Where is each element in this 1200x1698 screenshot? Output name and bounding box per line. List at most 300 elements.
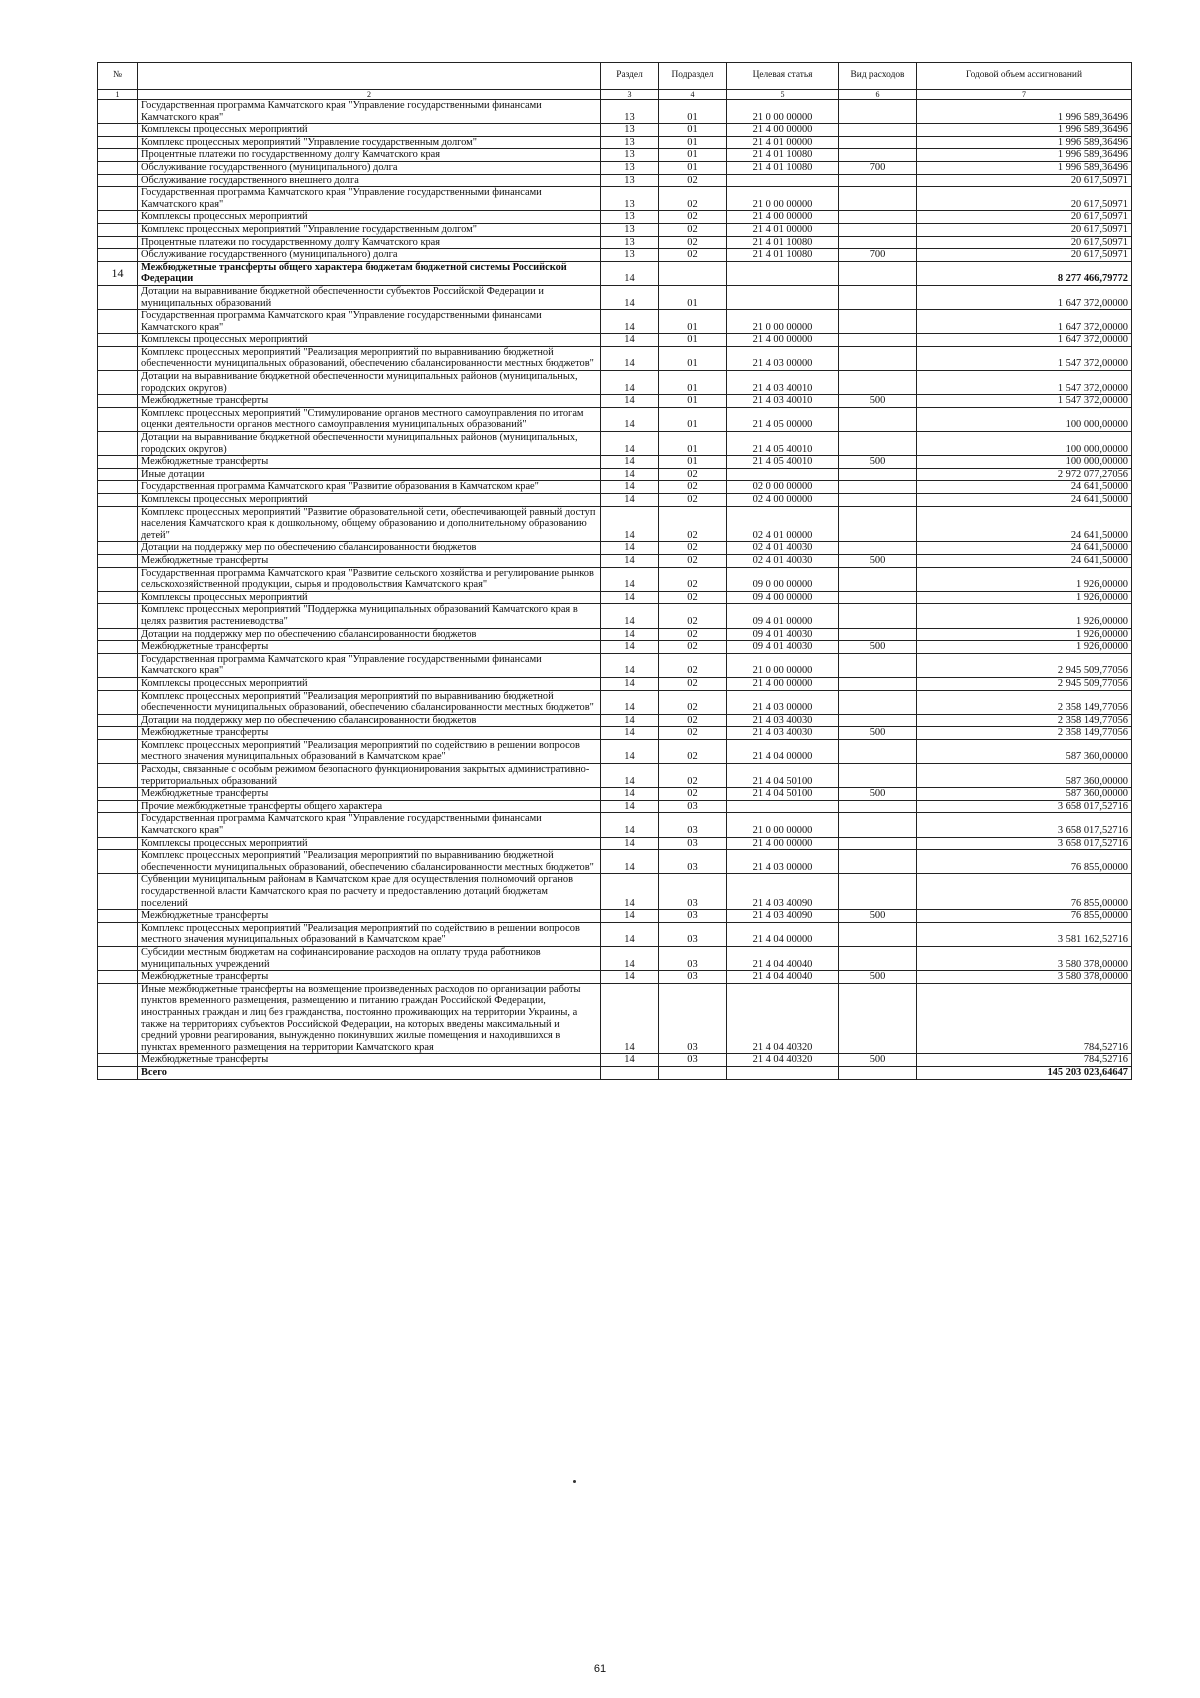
row-number — [98, 628, 138, 641]
table-row — [98, 174, 1132, 187]
row-amount: 20 617,50971 — [917, 187, 1132, 211]
row-amount: 1 547 372,00000 — [917, 346, 1132, 370]
table-row — [98, 874, 1132, 910]
row-subsection: 02 — [659, 174, 727, 187]
row-target-article: 21 4 05 40010 — [727, 432, 839, 456]
row-subsection: 02 — [659, 764, 727, 788]
row-number — [98, 249, 138, 262]
table-row — [98, 432, 1132, 456]
row-amount: 20 617,50971 — [917, 211, 1132, 224]
row-section: 13 — [601, 124, 659, 137]
row-expense-type: 700 — [839, 161, 917, 174]
row-target-article: 21 0 00 00000 — [727, 100, 839, 124]
row-expense-type — [839, 236, 917, 249]
column-number: 5 — [727, 90, 839, 100]
table-row — [98, 739, 1132, 763]
table-row — [98, 161, 1132, 174]
row-expense-type — [839, 310, 917, 334]
row-expense-type — [839, 346, 917, 370]
row-target-article: 21 0 00 00000 — [727, 310, 839, 334]
row-target-article: 09 4 01 40030 — [727, 628, 839, 641]
row-target-article: 21 0 00 00000 — [727, 653, 839, 677]
row-target-article: 21 4 01 10080 — [727, 236, 839, 249]
row-target-article: 09 0 00 00000 — [727, 567, 839, 591]
column-number: 1 — [98, 90, 138, 100]
row-name: Межбюджетные трансферты — [138, 641, 601, 654]
row-amount: 1 996 589,36496 — [917, 149, 1132, 162]
row-target-article: 21 4 01 10080 — [727, 249, 839, 262]
row-subsection: 02 — [659, 187, 727, 211]
row-amount: 1 996 589,36496 — [917, 161, 1132, 174]
row-number — [98, 714, 138, 727]
row-number — [98, 187, 138, 211]
row-amount: 1 647 372,00000 — [917, 334, 1132, 347]
row-amount: 3 658 017,52716 — [917, 800, 1132, 813]
row-section: 13 — [601, 174, 659, 187]
column-number-row — [98, 90, 1132, 100]
table-row — [98, 187, 1132, 211]
row-subsection: 03 — [659, 874, 727, 910]
column-number: 3 — [601, 90, 659, 100]
row-number — [98, 641, 138, 654]
table-row — [98, 136, 1132, 149]
total-empty-cell — [601, 1066, 659, 1079]
column-number: 7 — [917, 90, 1132, 100]
row-section: 13 — [601, 187, 659, 211]
row-section: 14 — [601, 837, 659, 850]
row-name: Государственная программа Камчатского края "Развитие образования в Камчатском крае" — [138, 481, 601, 494]
row-amount: 8 277 466,79772 — [917, 261, 1132, 285]
row-name: Комплекс процессных мероприятий "Управление государственным долгом" — [138, 223, 601, 236]
row-number — [98, 124, 138, 137]
row-subsection: 02 — [659, 641, 727, 654]
row-target-article: 21 4 04 40320 — [727, 1054, 839, 1067]
row-target-article: 21 4 03 00000 — [727, 346, 839, 370]
row-number — [98, 407, 138, 431]
row-amount: 2 358 149,77056 — [917, 727, 1132, 740]
row-name: Обслуживание государственного (муниципального) долга — [138, 249, 601, 262]
row-subsection: 02 — [659, 739, 727, 763]
row-subsection: 01 — [659, 432, 727, 456]
row-target-article: 21 4 04 00000 — [727, 739, 839, 763]
row-target-article: 02 4 00 00000 — [727, 494, 839, 507]
row-target-article: 21 0 00 00000 — [727, 813, 839, 837]
row-section: 14 — [601, 481, 659, 494]
row-expense-type — [839, 690, 917, 714]
row-section: 14 — [601, 800, 659, 813]
row-section: 13 — [601, 236, 659, 249]
header-num: № — [98, 63, 138, 90]
row-amount: 20 617,50971 — [917, 236, 1132, 249]
row-expense-type — [839, 739, 917, 763]
row-number — [98, 837, 138, 850]
row-section: 13 — [601, 249, 659, 262]
row-amount: 100 000,00000 — [917, 407, 1132, 431]
column-number: 6 — [839, 90, 917, 100]
row-expense-type: 700 — [839, 249, 917, 262]
row-subsection: 03 — [659, 800, 727, 813]
row-name: Государственная программа Камчатского края "Управление государственными финансами Камчатского края" — [138, 653, 601, 677]
table-row — [98, 310, 1132, 334]
row-amount: 1 547 372,00000 — [917, 395, 1132, 408]
row-subsection: 03 — [659, 837, 727, 850]
row-number — [98, 604, 138, 628]
table-row — [98, 567, 1132, 591]
row-number: 14 — [98, 261, 138, 285]
row-number — [98, 494, 138, 507]
row-subsection: 01 — [659, 346, 727, 370]
row-name: Комплекс процессных мероприятий "Развитие образовательной сети, обеспечивающей равный доступ населения Камчатского края к дошкольному, общему образованию и дополнительному образованию детей" — [138, 506, 601, 542]
row-target-article — [727, 261, 839, 285]
row-amount: 3 658 017,52716 — [917, 813, 1132, 837]
row-subsection: 01 — [659, 136, 727, 149]
row-target-article: 09 4 00 00000 — [727, 591, 839, 604]
row-name: Комплексы процессных мероприятий — [138, 494, 601, 507]
row-number — [98, 677, 138, 690]
row-target-article: 09 4 01 40030 — [727, 641, 839, 654]
table-row — [98, 285, 1132, 309]
table-row — [98, 837, 1132, 850]
row-amount: 100 000,00000 — [917, 456, 1132, 469]
row-amount: 24 641,50000 — [917, 554, 1132, 567]
row-name: Дотации на поддержку мер по обеспечению сбалансированности бюджетов — [138, 628, 601, 641]
row-name: Межбюджетные трансферты — [138, 456, 601, 469]
row-name: Комплекс процессных мероприятий "Реализация мероприятий по выравниванию бюджетной обеспеченности муниципальных образований, обеспечению сбалансированности местных бюджетов" — [138, 850, 601, 874]
row-number — [98, 788, 138, 801]
row-expense-type — [839, 653, 917, 677]
row-expense-type — [839, 506, 917, 542]
row-amount: 587 360,00000 — [917, 788, 1132, 801]
row-number — [98, 542, 138, 555]
row-subsection: 01 — [659, 407, 727, 431]
row-number — [98, 922, 138, 946]
table-row — [98, 236, 1132, 249]
row-amount: 76 855,00000 — [917, 850, 1132, 874]
row-amount: 1 647 372,00000 — [917, 310, 1132, 334]
row-name: Дотации на выравнивание бюджетной обеспеченности муниципальных районов (муниципальных, городских округов) — [138, 371, 601, 395]
row-expense-type — [839, 211, 917, 224]
row-amount: 100 000,00000 — [917, 432, 1132, 456]
row-expense-type — [839, 494, 917, 507]
table-row — [98, 788, 1132, 801]
row-subsection: 02 — [659, 494, 727, 507]
row-name: Государственная программа Камчатского края "Управление государственными финансами Камчатского края" — [138, 100, 601, 124]
row-amount: 1 996 589,36496 — [917, 124, 1132, 137]
row-section: 14 — [601, 567, 659, 591]
row-subsection: 01 — [659, 149, 727, 162]
row-number — [98, 310, 138, 334]
row-amount: 24 641,50000 — [917, 506, 1132, 542]
row-expense-type: 500 — [839, 1054, 917, 1067]
row-section: 14 — [601, 334, 659, 347]
table-row — [98, 481, 1132, 494]
row-number — [98, 174, 138, 187]
row-subsection — [659, 261, 727, 285]
table-row — [98, 714, 1132, 727]
row-name: Обслуживание государственного (муниципального) долга — [138, 161, 601, 174]
row-name: Прочие межбюджетные трансферты общего характера — [138, 800, 601, 813]
row-number — [98, 727, 138, 740]
row-target-article: 21 4 03 40010 — [727, 395, 839, 408]
table-row — [98, 100, 1132, 124]
row-number — [98, 554, 138, 567]
row-section: 14 — [601, 910, 659, 923]
row-number — [98, 567, 138, 591]
row-target-article: 21 4 01 10080 — [727, 149, 839, 162]
row-name: Комплексы процессных мероприятий — [138, 334, 601, 347]
table-row — [98, 261, 1132, 285]
row-amount: 1 926,00000 — [917, 628, 1132, 641]
row-section: 14 — [601, 554, 659, 567]
row-subsection: 02 — [659, 653, 727, 677]
row-expense-type: 500 — [839, 641, 917, 654]
total-empty-cell — [839, 1066, 917, 1079]
row-name: Межбюджетные трансферты — [138, 554, 601, 567]
row-subsection: 02 — [659, 690, 727, 714]
row-amount: 24 641,50000 — [917, 481, 1132, 494]
row-target-article: 21 4 04 40040 — [727, 946, 839, 970]
row-subsection: 02 — [659, 481, 727, 494]
table-row — [98, 971, 1132, 984]
row-amount: 1 926,00000 — [917, 604, 1132, 628]
row-target-article: 21 0 00 00000 — [727, 187, 839, 211]
row-section: 14 — [601, 850, 659, 874]
row-expense-type — [839, 174, 917, 187]
row-number — [98, 481, 138, 494]
row-name: Дотации на выравнивание бюджетной обеспеченности муниципальных районов (муниципальных, городских округов) — [138, 432, 601, 456]
row-name: Комплекс процессных мероприятий "Реализация мероприятий по содействию в решении вопросов местного значения муниципальных образований в Камчатском крае" — [138, 922, 601, 946]
row-expense-type — [839, 407, 917, 431]
row-target-article: 02 4 01 40030 — [727, 554, 839, 567]
header-name — [138, 63, 601, 90]
row-amount: 3 658 017,52716 — [917, 837, 1132, 850]
row-number — [98, 395, 138, 408]
table-row — [98, 764, 1132, 788]
row-expense-type — [839, 481, 917, 494]
row-name: Процентные платежи по государственному долгу Камчатского края — [138, 236, 601, 249]
row-amount: 587 360,00000 — [917, 764, 1132, 788]
row-amount: 587 360,00000 — [917, 739, 1132, 763]
row-subsection: 01 — [659, 456, 727, 469]
row-number — [98, 100, 138, 124]
row-target-article: 21 4 00 00000 — [727, 334, 839, 347]
row-name: Комплексы процессных мероприятий — [138, 124, 601, 137]
table-row — [98, 946, 1132, 970]
row-subsection: 02 — [659, 677, 727, 690]
row-name: Дотации на поддержку мер по обеспечению сбалансированности бюджетов — [138, 542, 601, 555]
header-expense-type: Вид расходов — [839, 63, 917, 90]
table-row — [98, 249, 1132, 262]
row-subsection: 02 — [659, 223, 727, 236]
row-expense-type — [839, 837, 917, 850]
table-row — [98, 983, 1132, 1054]
row-name: Комплексы процессных мероприятий — [138, 837, 601, 850]
budget-table — [97, 62, 1132, 1080]
row-subsection: 03 — [659, 971, 727, 984]
row-name: Государственная программа Камчатского края "Управление государственными финансами Камчатского края" — [138, 813, 601, 837]
row-subsection: 03 — [659, 946, 727, 970]
row-subsection: 01 — [659, 334, 727, 347]
row-name: Межбюджетные трансферты — [138, 1054, 601, 1067]
row-name: Государственная программа Камчатского края "Управление государственными финансами Камчатского края" — [138, 310, 601, 334]
row-section: 14 — [601, 407, 659, 431]
row-subsection: 02 — [659, 249, 727, 262]
table-body — [98, 100, 1132, 1067]
row-subsection: 01 — [659, 371, 727, 395]
row-target-article: 21 4 03 40090 — [727, 874, 839, 910]
row-number — [98, 468, 138, 481]
row-subsection: 03 — [659, 813, 727, 837]
row-expense-type — [839, 567, 917, 591]
table-row — [98, 395, 1132, 408]
table-row — [98, 690, 1132, 714]
row-target-article: 21 4 04 50100 — [727, 788, 839, 801]
row-section: 14 — [601, 628, 659, 641]
table-row — [98, 506, 1132, 542]
row-expense-type — [839, 542, 917, 555]
row-section: 13 — [601, 100, 659, 124]
row-expense-type — [839, 468, 917, 481]
table-row — [98, 850, 1132, 874]
scan-speck — [573, 1480, 576, 1483]
row-number — [98, 983, 138, 1054]
row-target-article: 21 4 05 40010 — [727, 456, 839, 469]
row-target-article: 02 0 00 00000 — [727, 481, 839, 494]
row-subsection: 02 — [659, 567, 727, 591]
table-row — [98, 910, 1132, 923]
total-row — [98, 1066, 1132, 1079]
row-section: 13 — [601, 223, 659, 236]
row-section: 14 — [601, 494, 659, 507]
row-name: Межбюджетные трансферты — [138, 395, 601, 408]
row-expense-type — [839, 187, 917, 211]
table-row — [98, 677, 1132, 690]
row-name: Комплексы процессных мероприятий — [138, 211, 601, 224]
row-amount: 1 926,00000 — [917, 567, 1132, 591]
header-amount: Годовой объем ассигнований — [917, 63, 1132, 90]
row-section: 14 — [601, 371, 659, 395]
row-section: 14 — [601, 714, 659, 727]
table-row — [98, 813, 1132, 837]
row-subsection: 02 — [659, 788, 727, 801]
row-section: 14 — [601, 395, 659, 408]
row-expense-type — [839, 136, 917, 149]
row-target-article: 21 4 04 40040 — [727, 971, 839, 984]
row-amount: 2 945 509,77056 — [917, 653, 1132, 677]
row-amount: 20 617,50971 — [917, 223, 1132, 236]
table-row — [98, 494, 1132, 507]
table-row — [98, 604, 1132, 628]
row-amount: 1 926,00000 — [917, 641, 1132, 654]
table-row — [98, 554, 1132, 567]
table-row — [98, 334, 1132, 347]
row-number — [98, 971, 138, 984]
row-section: 13 — [601, 161, 659, 174]
row-expense-type — [839, 813, 917, 837]
row-section: 14 — [601, 346, 659, 370]
row-name: Комплекс процессных мероприятий "Реализация мероприятий по выравниванию бюджетной обеспеченности муниципальных образований, обеспечению сбалансированности местных бюджетов" — [138, 346, 601, 370]
row-number — [98, 432, 138, 456]
table-row — [98, 727, 1132, 740]
row-section: 14 — [601, 641, 659, 654]
row-name: Комплекс процессных мероприятий "Поддержка муниципальных образований Камчатского края в целях развития растениеводства" — [138, 604, 601, 628]
row-number — [98, 161, 138, 174]
row-name: Дотации на поддержку мер по обеспечению сбалансированности бюджетов — [138, 714, 601, 727]
row-section: 14 — [601, 310, 659, 334]
row-name: Комплекс процессных мероприятий "Реализация мероприятий по выравниванию бюджетной обеспеченности муниципальных образований, обеспечению сбалансированности местных бюджетов" — [138, 690, 601, 714]
row-number — [98, 223, 138, 236]
row-number — [98, 211, 138, 224]
header-target: Целевая статья — [727, 63, 839, 90]
row-expense-type: 500 — [839, 971, 917, 984]
row-target-article — [727, 800, 839, 813]
table-row — [98, 371, 1132, 395]
table-header-row — [98, 63, 1132, 90]
row-number — [98, 910, 138, 923]
table-row — [98, 149, 1132, 162]
row-number — [98, 334, 138, 347]
row-amount: 1 926,00000 — [917, 591, 1132, 604]
row-target-article: 21 4 03 40030 — [727, 727, 839, 740]
row-amount: 1 647 372,00000 — [917, 285, 1132, 309]
row-expense-type: 500 — [839, 395, 917, 408]
row-expense-type — [839, 334, 917, 347]
row-name: Обслуживание государственного внешнего долга — [138, 174, 601, 187]
row-expense-type — [839, 591, 917, 604]
row-subsection: 01 — [659, 124, 727, 137]
row-target-article: 21 4 03 40030 — [727, 714, 839, 727]
row-subsection: 02 — [659, 554, 727, 567]
row-amount: 24 641,50000 — [917, 494, 1132, 507]
row-number — [98, 850, 138, 874]
row-amount: 784,52716 — [917, 1054, 1132, 1067]
row-name: Государственная программа Камчатского края "Управление государственными финансами Камчатского края" — [138, 187, 601, 211]
row-expense-type — [839, 149, 917, 162]
row-section: 14 — [601, 874, 659, 910]
row-amount: 76 855,00000 — [917, 910, 1132, 923]
row-subsection: 03 — [659, 922, 727, 946]
row-amount: 1 996 589,36496 — [917, 136, 1132, 149]
row-subsection: 02 — [659, 506, 727, 542]
row-number — [98, 1054, 138, 1067]
row-number — [98, 506, 138, 542]
row-name: Межбюджетные трансферты — [138, 788, 601, 801]
row-expense-type — [839, 714, 917, 727]
row-amount: 3 581 162,52716 — [917, 922, 1132, 946]
row-name: Иные дотации — [138, 468, 601, 481]
table-row — [98, 800, 1132, 813]
table-row — [98, 468, 1132, 481]
row-section: 14 — [601, 739, 659, 763]
row-number — [98, 149, 138, 162]
header-subsection: Подраздел — [659, 63, 727, 90]
row-subsection: 02 — [659, 604, 727, 628]
total-num-cell — [98, 1066, 138, 1079]
table-row — [98, 456, 1132, 469]
row-expense-type — [839, 922, 917, 946]
row-name: Процентные платежи по государственному долгу Камчатского края — [138, 149, 601, 162]
row-name: Государственная программа Камчатского края "Развитие сельского хозяйства и регулирование рынков сельскохозяйственной продукции, сырья и продовольствия Камчатского края" — [138, 567, 601, 591]
row-amount: 76 855,00000 — [917, 874, 1132, 910]
row-section: 14 — [601, 677, 659, 690]
row-amount: 1 996 589,36496 — [917, 100, 1132, 124]
row-expense-type — [839, 628, 917, 641]
row-number — [98, 591, 138, 604]
row-name: Субвенции муниципальным районам в Камчатском крае для осуществления полномочий органов государственной власти Камчатского края по расчету и предоставлению дотаций бюджетам поселений — [138, 874, 601, 910]
row-target-article: 21 4 04 00000 — [727, 922, 839, 946]
row-subsection: 01 — [659, 161, 727, 174]
row-name: Расходы, связанные с особым режимом безопасного функционирования закрытых административно-территориальных образований — [138, 764, 601, 788]
